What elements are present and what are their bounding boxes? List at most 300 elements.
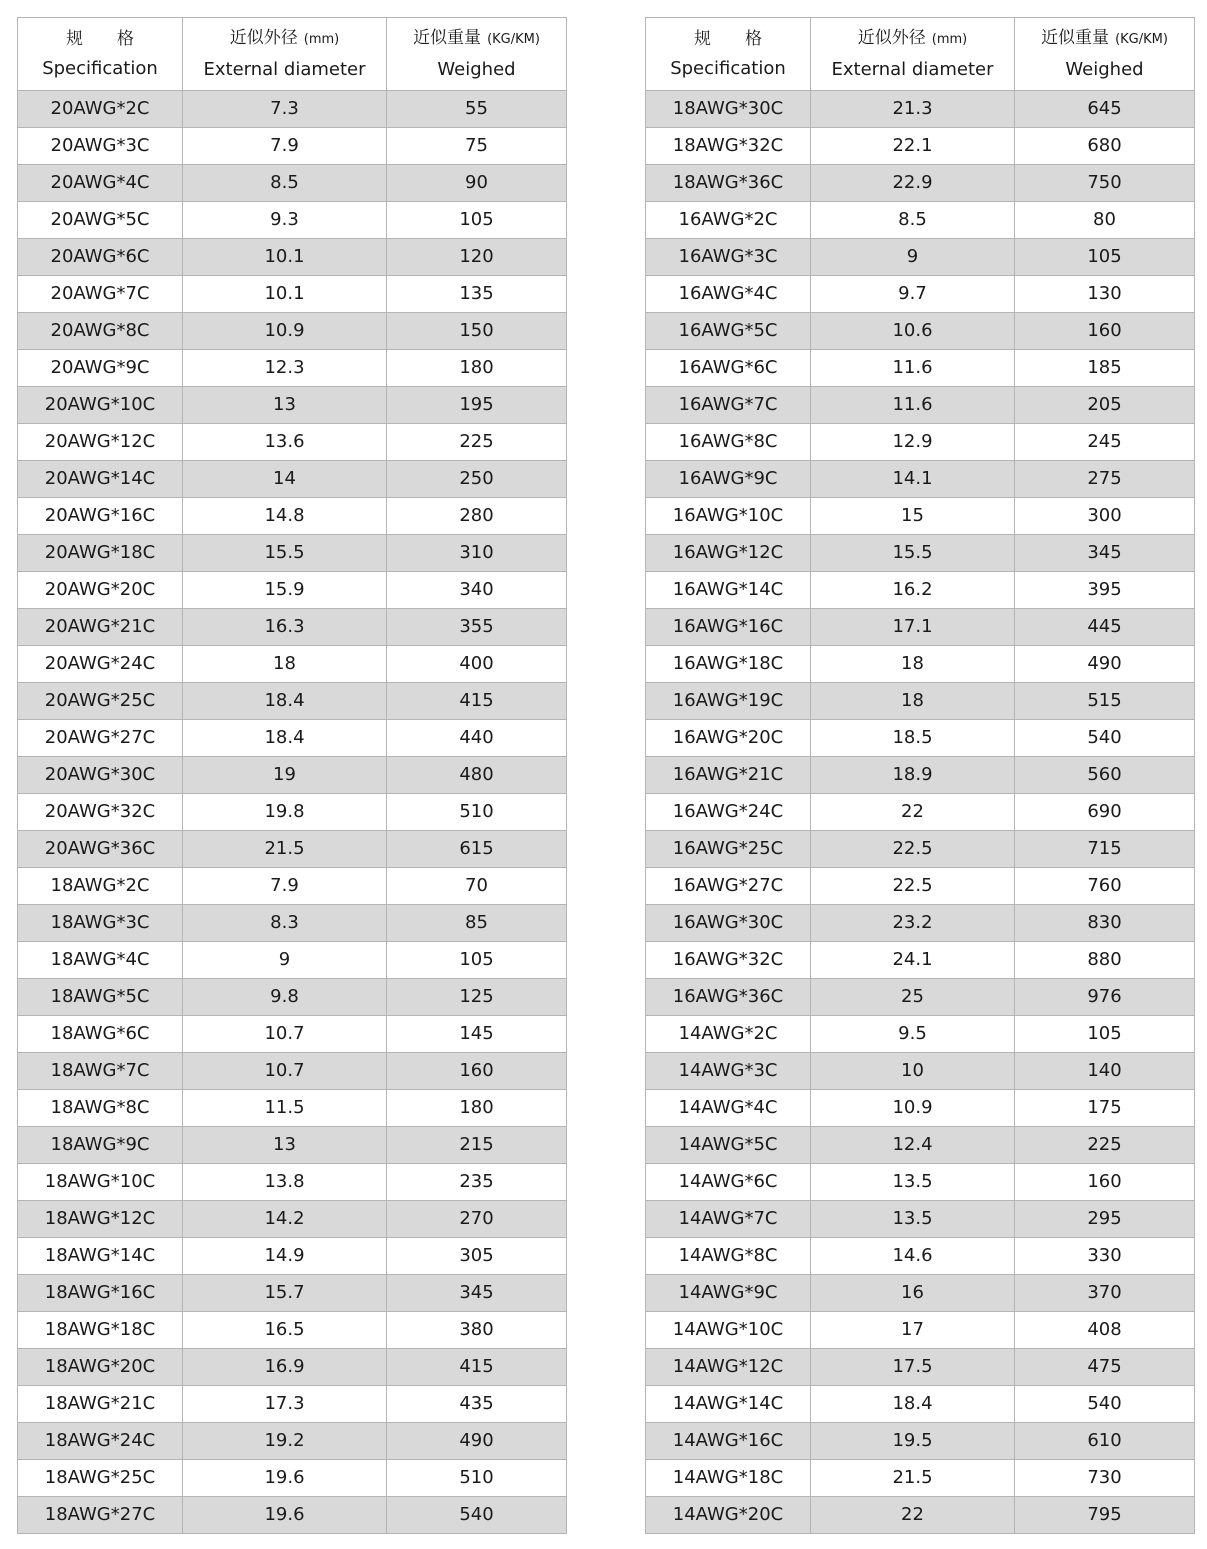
diameter-cell: 17.5 — [811, 1349, 1015, 1386]
spec-cell: 20AWG*10C — [18, 387, 183, 424]
weight-cell: 480 — [387, 757, 567, 794]
table-row — [18, 1090, 567, 1127]
table-row — [646, 535, 1195, 572]
spec-cell: 18AWG*8C — [18, 1090, 183, 1127]
spec-cell: 18AWG*12C — [18, 1201, 183, 1238]
diameter-cell: 21.5 — [183, 831, 387, 868]
weight-cell: 270 — [387, 1201, 567, 1238]
table-row — [18, 1312, 567, 1349]
weight-cell: 75 — [387, 128, 567, 165]
weight-cell: 310 — [387, 535, 567, 572]
diameter-cell: 16.9 — [183, 1349, 387, 1386]
table-row — [646, 1497, 1195, 1534]
spec-cell: 16AWG*14C — [646, 572, 811, 609]
weight-cell: 345 — [1015, 535, 1195, 572]
spec-cell: 20AWG*36C — [18, 831, 183, 868]
diameter-cell: 18.4 — [183, 683, 387, 720]
table-row — [18, 1164, 567, 1201]
table-row — [646, 794, 1195, 831]
spec-cell: 20AWG*6C — [18, 239, 183, 276]
spec-cell: 16AWG*20C — [646, 720, 811, 757]
table-row — [646, 313, 1195, 350]
header-weight-unit: (KG/KM) — [487, 32, 540, 47]
table-row — [18, 868, 567, 905]
table-row — [18, 91, 567, 128]
weight-cell: 750 — [1015, 165, 1195, 202]
diameter-cell: 14 — [183, 461, 387, 498]
diameter-cell: 10.7 — [183, 1053, 387, 1090]
diameter-cell: 15.5 — [183, 535, 387, 572]
header-row — [646, 18, 1195, 91]
weight-cell: 760 — [1015, 868, 1195, 905]
spec-cell: 16AWG*10C — [646, 498, 811, 535]
spec-cell: 18AWG*5C — [18, 979, 183, 1016]
table-row — [18, 979, 567, 1016]
table-row — [646, 646, 1195, 683]
weight-cell: 345 — [387, 1275, 567, 1312]
spec-table-right — [645, 17, 1195, 1534]
weight-cell: 180 — [387, 350, 567, 387]
spec-cell: 18AWG*18C — [18, 1312, 183, 1349]
weight-cell: 120 — [387, 239, 567, 276]
weight-cell: 645 — [1015, 91, 1195, 128]
diameter-cell: 22.9 — [811, 165, 1015, 202]
weight-cell: 195 — [387, 387, 567, 424]
diameter-cell: 19 — [183, 757, 387, 794]
spec-cell: 18AWG*30C — [646, 91, 811, 128]
header-diameter-zh: 近似外径 — [229, 28, 298, 48]
table-row — [18, 350, 567, 387]
diameter-cell: 22.1 — [811, 128, 1015, 165]
table-row — [18, 905, 567, 942]
table-body-left — [18, 91, 567, 1534]
table-row — [18, 1053, 567, 1090]
diameter-cell: 21.5 — [811, 1460, 1015, 1497]
table-row — [18, 202, 567, 239]
spec-cell: 16AWG*32C — [646, 942, 811, 979]
diameter-cell: 23.2 — [811, 905, 1015, 942]
weight-cell: 160 — [387, 1053, 567, 1090]
diameter-cell: 21.3 — [811, 91, 1015, 128]
diameter-cell: 19.5 — [811, 1423, 1015, 1460]
table-row — [646, 757, 1195, 794]
spec-cell: 20AWG*9C — [18, 350, 183, 387]
spec-cell: 20AWG*5C — [18, 202, 183, 239]
header-weight-zh: 近似重量 — [1041, 28, 1110, 48]
weight-cell: 440 — [387, 720, 567, 757]
table-row — [646, 461, 1195, 498]
spec-cell: 16AWG*19C — [646, 683, 811, 720]
spec-cell: 16AWG*8C — [646, 424, 811, 461]
table-row — [646, 128, 1195, 165]
table-row — [18, 831, 567, 868]
table-row — [646, 720, 1195, 757]
spec-cell: 18AWG*16C — [18, 1275, 183, 1312]
table-row — [646, 498, 1195, 535]
table-row — [18, 128, 567, 165]
weight-cell: 145 — [387, 1016, 567, 1053]
table-row — [646, 165, 1195, 202]
table-row — [646, 1349, 1195, 1386]
weight-cell: 408 — [1015, 1312, 1195, 1349]
table-row — [646, 91, 1195, 128]
weight-cell: 680 — [1015, 128, 1195, 165]
diameter-cell: 9.7 — [811, 276, 1015, 313]
diameter-cell: 24.1 — [811, 942, 1015, 979]
diameter-cell: 7.9 — [183, 128, 387, 165]
diameter-cell: 11.6 — [811, 387, 1015, 424]
table-row — [646, 942, 1195, 979]
weight-cell: 55 — [387, 91, 567, 128]
table-row — [646, 1164, 1195, 1201]
table-row — [646, 1053, 1195, 1090]
spec-cell: 16AWG*12C — [646, 535, 811, 572]
table-row — [18, 1127, 567, 1164]
table-row — [18, 461, 567, 498]
diameter-cell: 18 — [811, 646, 1015, 683]
weight-cell: 490 — [1015, 646, 1195, 683]
weight-cell: 275 — [1015, 461, 1195, 498]
table-row — [18, 239, 567, 276]
spec-cell: 14AWG*16C — [646, 1423, 811, 1460]
spec-cell: 14AWG*14C — [646, 1386, 811, 1423]
spec-cell: 18AWG*20C — [18, 1349, 183, 1386]
diameter-cell: 17 — [811, 1312, 1015, 1349]
weight-cell: 80 — [1015, 202, 1195, 239]
table-row — [646, 1312, 1195, 1349]
table-row — [646, 1016, 1195, 1053]
weight-cell: 610 — [1015, 1423, 1195, 1460]
spec-cell: 18AWG*24C — [18, 1423, 183, 1460]
weight-cell: 540 — [1015, 1386, 1195, 1423]
table-row — [18, 165, 567, 202]
spec-cell: 16AWG*4C — [646, 276, 811, 313]
diameter-cell: 14.6 — [811, 1238, 1015, 1275]
weight-cell: 135 — [387, 276, 567, 313]
weight-cell: 280 — [387, 498, 567, 535]
spec-cell: 20AWG*18C — [18, 535, 183, 572]
table-body-right — [646, 91, 1195, 1534]
diameter-cell: 18.4 — [811, 1386, 1015, 1423]
spec-cell: 14AWG*18C — [646, 1460, 811, 1497]
table-row — [646, 387, 1195, 424]
table-row — [18, 276, 567, 313]
diameter-cell: 19.8 — [183, 794, 387, 831]
spec-cell: 16AWG*7C — [646, 387, 811, 424]
spec-cell: 16AWG*6C — [646, 350, 811, 387]
spec-cell: 14AWG*10C — [646, 1312, 811, 1349]
table-row — [18, 387, 567, 424]
diameter-cell: 19.6 — [183, 1460, 387, 1497]
weight-cell: 175 — [1015, 1090, 1195, 1127]
diameter-cell: 15 — [811, 498, 1015, 535]
diameter-cell: 9 — [183, 942, 387, 979]
diameter-cell: 18.5 — [811, 720, 1015, 757]
spec-cell: 20AWG*2C — [18, 91, 183, 128]
spec-cell: 20AWG*24C — [18, 646, 183, 683]
diameter-cell: 11.6 — [811, 350, 1015, 387]
diameter-cell: 10.6 — [811, 313, 1015, 350]
weight-cell: 730 — [1015, 1460, 1195, 1497]
weight-cell: 105 — [387, 942, 567, 979]
table-row — [646, 868, 1195, 905]
table-row — [18, 794, 567, 831]
spec-cell: 18AWG*2C — [18, 868, 183, 905]
diameter-cell: 11.5 — [183, 1090, 387, 1127]
table-row — [18, 757, 567, 794]
weight-cell: 305 — [387, 1238, 567, 1275]
spec-cell: 14AWG*8C — [646, 1238, 811, 1275]
weight-cell: 105 — [387, 202, 567, 239]
weight-cell: 475 — [1015, 1349, 1195, 1386]
weight-cell: 715 — [1015, 831, 1195, 868]
spec-cell: 16AWG*3C — [646, 239, 811, 276]
header-diameter — [811, 18, 1015, 91]
spec-cell: 14AWG*4C — [646, 1090, 811, 1127]
table-row — [646, 1423, 1195, 1460]
diameter-cell: 22 — [811, 794, 1015, 831]
spec-cell: 20AWG*25C — [18, 683, 183, 720]
spec-cell: 18AWG*6C — [18, 1016, 183, 1053]
diameter-cell: 13.5 — [811, 1164, 1015, 1201]
spec-cell: 20AWG*20C — [18, 572, 183, 609]
weight-cell: 880 — [1015, 942, 1195, 979]
spec-cell: 20AWG*8C — [18, 313, 183, 350]
header-diameter-unit: (mm) — [303, 32, 340, 47]
weight-cell: 205 — [1015, 387, 1195, 424]
table-row — [18, 572, 567, 609]
diameter-cell: 12.3 — [183, 350, 387, 387]
weight-cell: 295 — [1015, 1201, 1195, 1238]
spec-cell: 18AWG*25C — [18, 1460, 183, 1497]
table-row — [646, 831, 1195, 868]
table-row — [18, 535, 567, 572]
weight-cell: 976 — [1015, 979, 1195, 1016]
header-weight — [387, 18, 567, 91]
weight-cell: 90 — [387, 165, 567, 202]
diameter-cell: 10.1 — [183, 276, 387, 313]
spec-cell: 14AWG*5C — [646, 1127, 811, 1164]
header-diameter-zh: 近似外径 — [857, 28, 926, 48]
spec-cell: 20AWG*3C — [18, 128, 183, 165]
spec-cell: 18AWG*9C — [18, 1127, 183, 1164]
weight-cell: 105 — [1015, 239, 1195, 276]
weight-cell: 150 — [387, 313, 567, 350]
spec-cell: 14AWG*3C — [646, 1053, 811, 1090]
spec-cell: 16AWG*36C — [646, 979, 811, 1016]
diameter-cell: 10.1 — [183, 239, 387, 276]
spec-cell: 14AWG*2C — [646, 1016, 811, 1053]
spec-cell: 16AWG*2C — [646, 202, 811, 239]
weight-cell: 70 — [387, 868, 567, 905]
weight-cell: 125 — [387, 979, 567, 1016]
diameter-cell: 16.5 — [183, 1312, 387, 1349]
diameter-cell: 13.5 — [811, 1201, 1015, 1238]
table-row — [18, 609, 567, 646]
spec-cell: 20AWG*7C — [18, 276, 183, 313]
spec-cell: 20AWG*21C — [18, 609, 183, 646]
table-row — [646, 979, 1195, 1016]
weight-cell: 140 — [1015, 1053, 1195, 1090]
weight-cell: 300 — [1015, 498, 1195, 535]
table-row — [646, 202, 1195, 239]
spec-cell: 18AWG*27C — [18, 1497, 183, 1534]
header-weight-en: Weighed — [1065, 59, 1144, 80]
table-row — [646, 572, 1195, 609]
diameter-cell: 16 — [811, 1275, 1015, 1312]
table-row — [18, 1016, 567, 1053]
diameter-cell: 8.5 — [811, 202, 1015, 239]
diameter-cell: 9.3 — [183, 202, 387, 239]
diameter-cell: 13 — [183, 387, 387, 424]
weight-cell: 330 — [1015, 1238, 1195, 1275]
spec-cell: 18AWG*36C — [646, 165, 811, 202]
spec-cell: 14AWG*6C — [646, 1164, 811, 1201]
diameter-cell: 19.6 — [183, 1497, 387, 1534]
table-row — [18, 683, 567, 720]
spec-cell: 16AWG*24C — [646, 794, 811, 831]
weight-cell: 225 — [1015, 1127, 1195, 1164]
weight-cell: 795 — [1015, 1497, 1195, 1534]
header-weight — [1015, 18, 1195, 91]
table-row — [18, 720, 567, 757]
weight-cell: 415 — [387, 1349, 567, 1386]
weight-cell: 245 — [1015, 424, 1195, 461]
diameter-cell: 17.3 — [183, 1386, 387, 1423]
header-spec-zh: 规 格 — [694, 29, 762, 49]
diameter-cell: 18 — [183, 646, 387, 683]
weight-cell: 160 — [1015, 1164, 1195, 1201]
weight-cell: 225 — [387, 424, 567, 461]
diameter-cell: 10 — [811, 1053, 1015, 1090]
spec-cell: 14AWG*7C — [646, 1201, 811, 1238]
spec-cell: 16AWG*25C — [646, 831, 811, 868]
header-diameter-en: External diameter — [831, 59, 994, 80]
header-spec-en: Specification — [42, 58, 158, 79]
table-row — [18, 498, 567, 535]
diameter-cell: 22.5 — [811, 831, 1015, 868]
table-row — [646, 1090, 1195, 1127]
diameter-cell: 10.9 — [811, 1090, 1015, 1127]
spec-cell: 20AWG*30C — [18, 757, 183, 794]
weight-cell: 340 — [387, 572, 567, 609]
diameter-cell: 10.7 — [183, 1016, 387, 1053]
diameter-cell: 18.4 — [183, 720, 387, 757]
weight-cell: 215 — [387, 1127, 567, 1164]
table-row — [646, 1460, 1195, 1497]
diameter-cell: 17.1 — [811, 609, 1015, 646]
table-row — [18, 1423, 567, 1460]
spec-cell: 16AWG*30C — [646, 905, 811, 942]
header-weight-zh: 近似重量 — [413, 28, 482, 48]
header-weight-en: Weighed — [437, 59, 516, 80]
weight-cell: 380 — [387, 1312, 567, 1349]
diameter-cell: 22 — [811, 1497, 1015, 1534]
weight-cell: 105 — [1015, 1016, 1195, 1053]
weight-cell: 160 — [1015, 313, 1195, 350]
weight-cell: 515 — [1015, 683, 1195, 720]
diameter-cell: 12.4 — [811, 1127, 1015, 1164]
table-row — [18, 313, 567, 350]
diameter-cell: 9 — [811, 239, 1015, 276]
spec-cell: 18AWG*14C — [18, 1238, 183, 1275]
diameter-cell: 16.2 — [811, 572, 1015, 609]
diameter-cell: 13.6 — [183, 424, 387, 461]
spec-cell: 14AWG*12C — [646, 1349, 811, 1386]
weight-cell: 400 — [387, 646, 567, 683]
weight-cell: 370 — [1015, 1275, 1195, 1312]
weight-cell: 180 — [387, 1090, 567, 1127]
spec-cell: 20AWG*27C — [18, 720, 183, 757]
table-row — [646, 1386, 1195, 1423]
spec-cell: 16AWG*16C — [646, 609, 811, 646]
diameter-cell: 13.8 — [183, 1164, 387, 1201]
diameter-cell: 8.5 — [183, 165, 387, 202]
table-row — [646, 1201, 1195, 1238]
diameter-cell: 15.9 — [183, 572, 387, 609]
header-weight-unit: (KG/KM) — [1115, 32, 1168, 47]
table-row — [18, 1238, 567, 1275]
header-diameter — [183, 18, 387, 91]
table-row — [646, 1238, 1195, 1275]
spec-cell: 18AWG*10C — [18, 1164, 183, 1201]
spec-cell: 18AWG*32C — [646, 128, 811, 165]
weight-cell: 510 — [387, 1460, 567, 1497]
spec-cell: 18AWG*7C — [18, 1053, 183, 1090]
diameter-cell: 7.3 — [183, 91, 387, 128]
spec-cell: 20AWG*14C — [18, 461, 183, 498]
header-spec-en: Specification — [670, 58, 786, 79]
spec-cell: 16AWG*9C — [646, 461, 811, 498]
table-row — [18, 1201, 567, 1238]
weight-cell: 415 — [387, 683, 567, 720]
spec-table-left — [17, 17, 567, 1534]
spec-cell: 20AWG*32C — [18, 794, 183, 831]
table-row — [646, 1127, 1195, 1164]
weight-cell: 490 — [387, 1423, 567, 1460]
spec-cell: 14AWG*20C — [646, 1497, 811, 1534]
diameter-cell: 19.2 — [183, 1423, 387, 1460]
diameter-cell: 13 — [183, 1127, 387, 1164]
table-row — [646, 239, 1195, 276]
weight-cell: 85 — [387, 905, 567, 942]
weight-cell: 250 — [387, 461, 567, 498]
weight-cell: 185 — [1015, 350, 1195, 387]
table-row — [646, 1275, 1195, 1312]
diameter-cell: 14.9 — [183, 1238, 387, 1275]
weight-cell: 540 — [387, 1497, 567, 1534]
table-row — [18, 646, 567, 683]
header-diameter-en: External diameter — [203, 59, 366, 80]
diameter-cell: 14.2 — [183, 1201, 387, 1238]
weight-cell: 830 — [1015, 905, 1195, 942]
spec-cell: 20AWG*12C — [18, 424, 183, 461]
diameter-cell: 10.9 — [183, 313, 387, 350]
spec-cell: 18AWG*4C — [18, 942, 183, 979]
spec-cell: 16AWG*5C — [646, 313, 811, 350]
weight-cell: 355 — [387, 609, 567, 646]
table-row — [18, 1275, 567, 1312]
table-row — [646, 609, 1195, 646]
diameter-cell: 7.9 — [183, 868, 387, 905]
weight-cell: 560 — [1015, 757, 1195, 794]
spec-cell: 16AWG*18C — [646, 646, 811, 683]
header-spec-zh: 规 格 — [66, 29, 134, 49]
diameter-cell: 25 — [811, 979, 1015, 1016]
diameter-cell: 14.8 — [183, 498, 387, 535]
weight-cell: 130 — [1015, 276, 1195, 313]
diameter-cell: 9.8 — [183, 979, 387, 1016]
